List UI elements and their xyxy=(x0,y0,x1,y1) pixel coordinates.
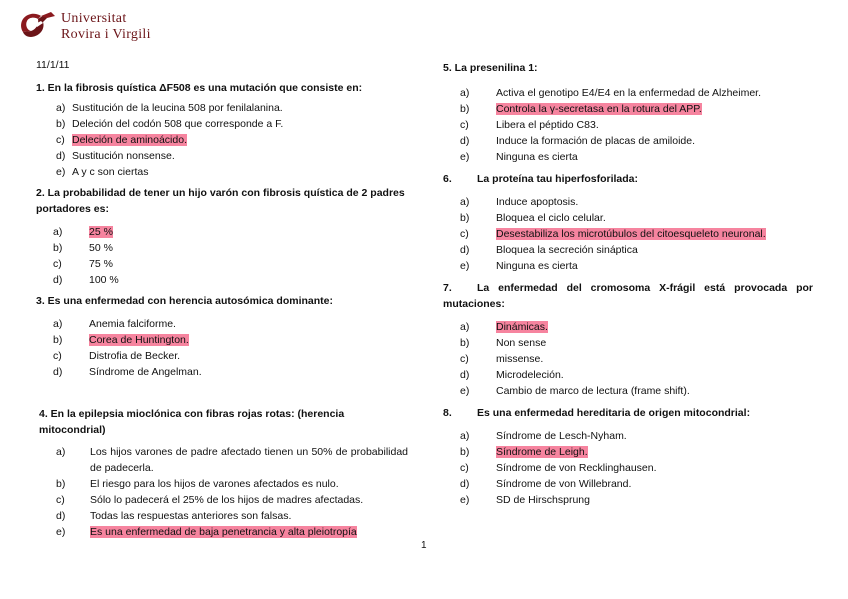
highlighted-answer: Controla la γ-secretasa en la rotura del APP. xyxy=(496,103,702,115)
option-4e: e) Es una enfermedad de baja penetrancia y alta pleiotropía xyxy=(56,526,357,538)
option-8e: e) SD de Hirschsprung xyxy=(460,494,590,506)
option-5d: d) Induce la formación de placas de amiloide. xyxy=(460,135,696,147)
question-2-options xyxy=(36,224,408,288)
option-1d-text: Sustitución nonsense. xyxy=(72,150,175,162)
option-1a-text: Sustitución de la leucina 508 por fenilalanina. xyxy=(72,102,283,114)
question-1: 1. En la fibrosis quística ΔF508 es una mutación que consiste en: xyxy=(36,82,363,94)
question-7-options xyxy=(443,319,813,399)
option-3d: d) Síndrome de Angelman. xyxy=(53,366,202,378)
option-1d: d) Sustitución nonsense. xyxy=(36,148,408,164)
question-3-options xyxy=(36,316,408,380)
highlighted-answer: Dinámicas. xyxy=(496,321,548,333)
question-8-options xyxy=(443,428,813,508)
question-2: 2. La probabilidad de tener un hijo varón con fibrosis quística de 2 padres portadores es: xyxy=(36,187,405,215)
highlighted-answer: Síndrome de Leigh. xyxy=(496,446,588,458)
question-1-options xyxy=(36,100,408,180)
option-6b: b) Bloquea el ciclo celular. xyxy=(460,212,606,224)
option-2c: c) 75 % xyxy=(53,258,113,270)
question-3: 3. Es una enfermedad con herencia autosómica dominante: xyxy=(36,295,333,307)
highlighted-answer: 25 % xyxy=(89,226,113,238)
option-4a: a) Los hijos varones de padre afectado tienen un 50% de probabilidad de padecerla. xyxy=(56,446,408,474)
left-column xyxy=(36,58,408,540)
option-5c: c) Libera el péptido C83. xyxy=(460,119,599,131)
urv-emblem-icon xyxy=(17,10,57,40)
question-6: 6. La proteína tau hiperfosforilada: xyxy=(443,173,639,185)
question-5-options xyxy=(443,85,813,165)
option-3a: a) Anemia falciforme. xyxy=(53,318,176,330)
option-1b: b) Deleción del codón 508 que corresponde a F. xyxy=(36,116,408,132)
question-6-options xyxy=(443,194,813,274)
option-4c: c) Sólo lo padecerá el 25% de los hijos de madres afectadas. xyxy=(56,494,364,506)
option-6d: d) Bloquea la secreción sináptica xyxy=(460,244,638,256)
option-5b: b) Controla la γ-secretasa en la rotura del APP. xyxy=(460,103,702,115)
option-7c: c) missense. xyxy=(460,353,544,365)
option-2d: d) 100 % xyxy=(53,274,119,286)
option-1e: e) A y c son ciertas xyxy=(36,164,408,180)
option-8c: c) Síndrome de von Recklinghausen. xyxy=(460,462,657,474)
page-number: 1 xyxy=(421,540,427,551)
question-7: 7. La enfermedad del cromosoma X-frágil está provocada por mutaciones: xyxy=(443,282,813,310)
highlighted-answer: Deleción de aminoácido. xyxy=(72,134,187,146)
logo-line-1: Universitat xyxy=(61,11,127,26)
option-3c: c) Distrofia de Becker. xyxy=(53,350,181,362)
question-8: 8. Es una enfermedad hereditaria de origen mitocondrial: xyxy=(443,407,751,419)
document-date: 11/1/11 xyxy=(36,59,70,71)
option-8b: b) Síndrome de Leigh. xyxy=(460,446,588,458)
option-2a: a) 25 % xyxy=(53,226,113,238)
question-5: 5. La presenilina 1: xyxy=(443,62,538,74)
option-5a: a) Activa el genotipo E4/E4 en la enfermedad de Alzheimer. xyxy=(460,87,762,99)
option-2b: b) 50 % xyxy=(53,242,113,254)
highlighted-answer: Es una enfermedad de baja penetrancia y alta pleiotropía xyxy=(90,526,357,538)
option-7a: a) Dinámicas. xyxy=(460,321,548,333)
option-1b-text: Deleción del codón 508 que corresponde a F. xyxy=(72,118,284,130)
option-6e: e) Ninguna es cierta xyxy=(460,260,578,272)
option-6a: a) Induce apoptosis. xyxy=(460,196,579,208)
option-4b: b) El riesgo para los hijos de varones afectados es nulo. xyxy=(56,478,339,490)
option-1c-text xyxy=(72,132,408,148)
option-1e-text: A y c son ciertas xyxy=(72,166,149,178)
option-7e: e) Cambio de marco de lectura (frame shift). xyxy=(460,385,690,397)
option-5e: e) Ninguna es cierta xyxy=(460,151,578,163)
option-7b: b) Non sense xyxy=(460,337,547,349)
highlighted-answer: Desestabiliza los microtúbulos del citoesqueleto neuronal. xyxy=(496,228,766,240)
option-8d: d) Síndrome de von Willebrand. xyxy=(460,478,632,490)
option-1c: c) Deleción de aminoácido. xyxy=(36,132,408,148)
question-4: 4. En la epilepsia mioclónica con fibras rojas rotas: (herencia mitocondrial) xyxy=(39,408,345,436)
option-4d: d) Todas las respuestas anteriores son falsas. xyxy=(56,510,292,522)
option-6c: c) Desestabiliza los microtúbulos del citoesqueleto neuronal. xyxy=(460,228,766,240)
option-8a: a) Síndrome de Lesch-Nyham. xyxy=(460,430,627,442)
question-4-options xyxy=(36,444,408,540)
highlighted-answer: Corea de Huntington. xyxy=(89,334,189,346)
option-3b: b) Corea de Huntington. xyxy=(53,334,189,346)
logo-line-2: Rovira i Virgili xyxy=(61,27,151,42)
option-7d: d) Microdeleción. xyxy=(460,369,564,381)
option-1a: a) Sustitución de la leucina 508 por fenilalanina. xyxy=(36,100,408,116)
right-column xyxy=(443,58,813,508)
